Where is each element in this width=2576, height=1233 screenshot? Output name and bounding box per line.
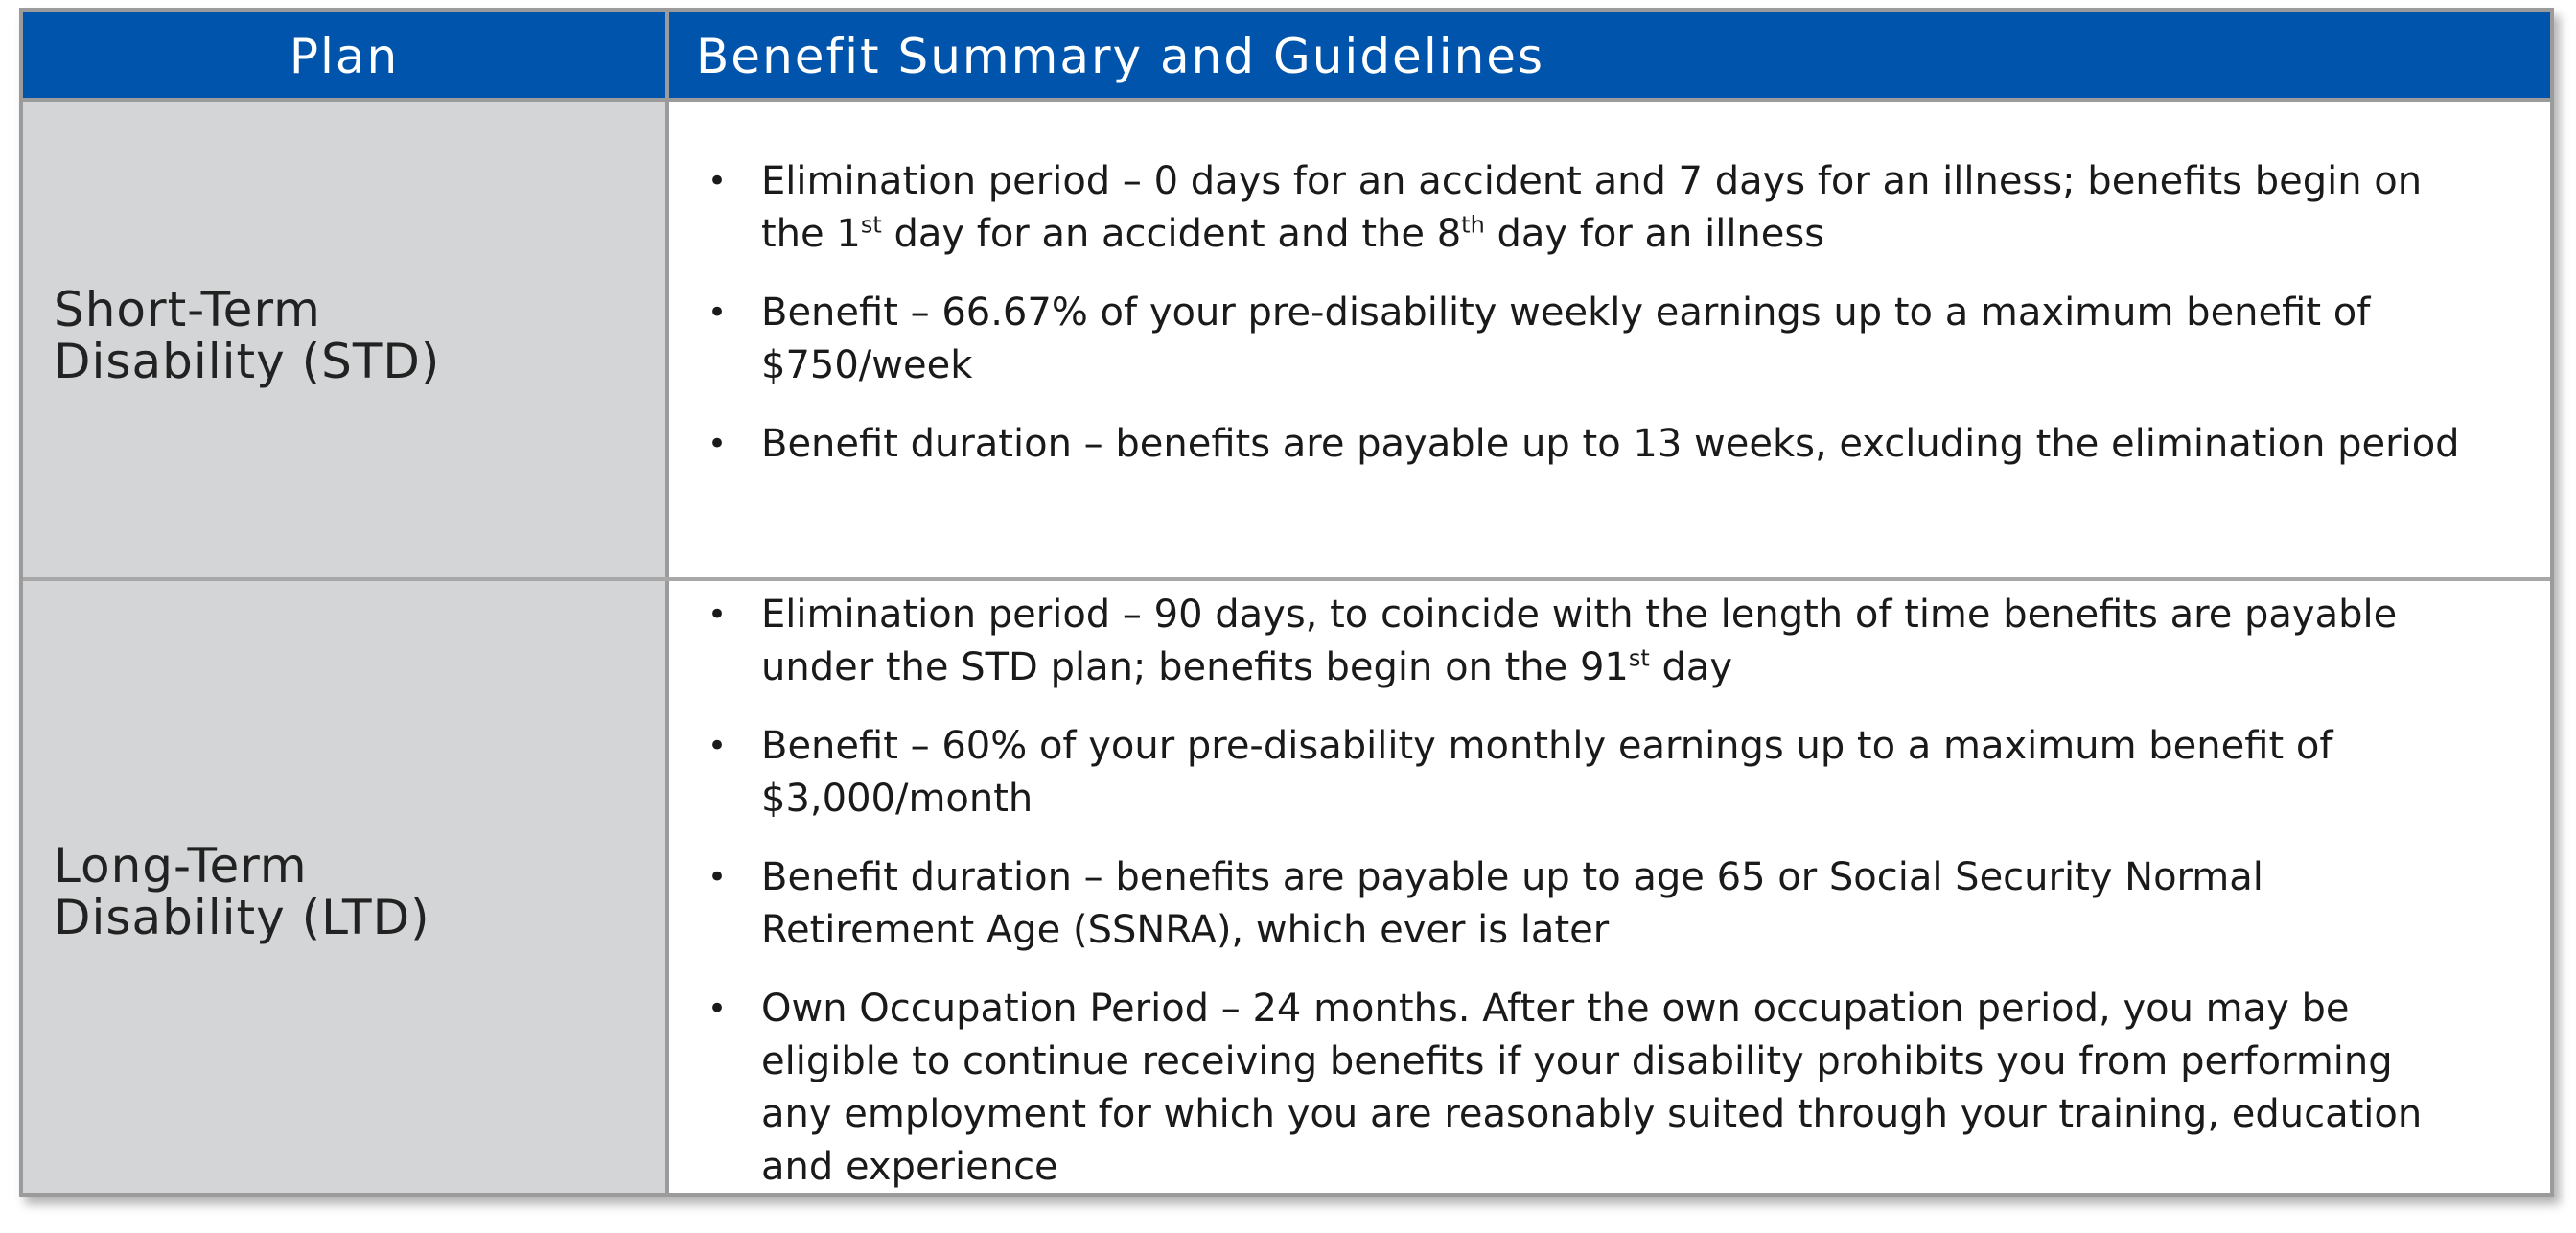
header-benefit-summary: Benefit Summary and Guidelines xyxy=(696,29,1545,84)
plan-name-std xyxy=(54,284,440,387)
list-item: • Benefit duration – benefits are payable up to age 65 or Social Security Normal Retirement Age (SSNRA), which ever is later xyxy=(696,851,2460,957)
plan-name-ltd-line1: Long-Term xyxy=(54,838,308,894)
bullet-icon: • xyxy=(708,989,728,1028)
bullet-icon: • xyxy=(708,425,728,463)
list-item: • Benefit duration – benefits are payable up to 13 weeks, excluding the elimination period xyxy=(696,418,2460,471)
bullet-icon: • xyxy=(708,858,728,896)
list-item: • Benefit – 60% of your pre-disability monthly earnings up to a maximum benefit of $3,000/month xyxy=(696,720,2460,826)
header-plan: Plan xyxy=(23,12,669,98)
table-header-row xyxy=(23,12,2550,102)
plan-name-ltd-line2: Disability (LTD) xyxy=(54,890,430,945)
bullet-icon: • xyxy=(708,727,728,765)
plan-cell-ltd xyxy=(23,581,669,1193)
list-item: • Own Occupation Period – 24 months. After the own occupation period, you may be eligible to continue receiving benefits if your disability prohibits you from performing any employment for which you are reasonably suited through your training, education and experience xyxy=(696,983,2460,1194)
bullet-icon: • xyxy=(708,595,728,634)
plan-cell-std xyxy=(23,102,669,577)
list-item: • Elimination period – 90 days, to coincide with the length of time benefits are payable under the STD plan; benefits begin on the 91st day xyxy=(696,589,2460,694)
list-item: • Elimination period – 0 days for an accident and 7 days for an illness; benefits begin on the 1st day for an accident and the 8th day for an illness xyxy=(696,155,2460,261)
std-bullet-list xyxy=(696,155,2460,497)
plan-name-std-line2: Disability (STD) xyxy=(54,334,441,389)
list-item: • Benefit – 66.67% of your pre-disability weekly earnings up to a maximum benefit of $750/week xyxy=(696,287,2460,392)
benefit-summary-table xyxy=(19,8,2554,1197)
ltd-bullet-list xyxy=(696,589,2460,1220)
bullet-icon: • xyxy=(708,293,728,332)
plan-name-ltd xyxy=(54,840,430,943)
bullet-icon: • xyxy=(708,162,728,200)
plan-name-std-line1: Short-Term xyxy=(54,282,321,337)
